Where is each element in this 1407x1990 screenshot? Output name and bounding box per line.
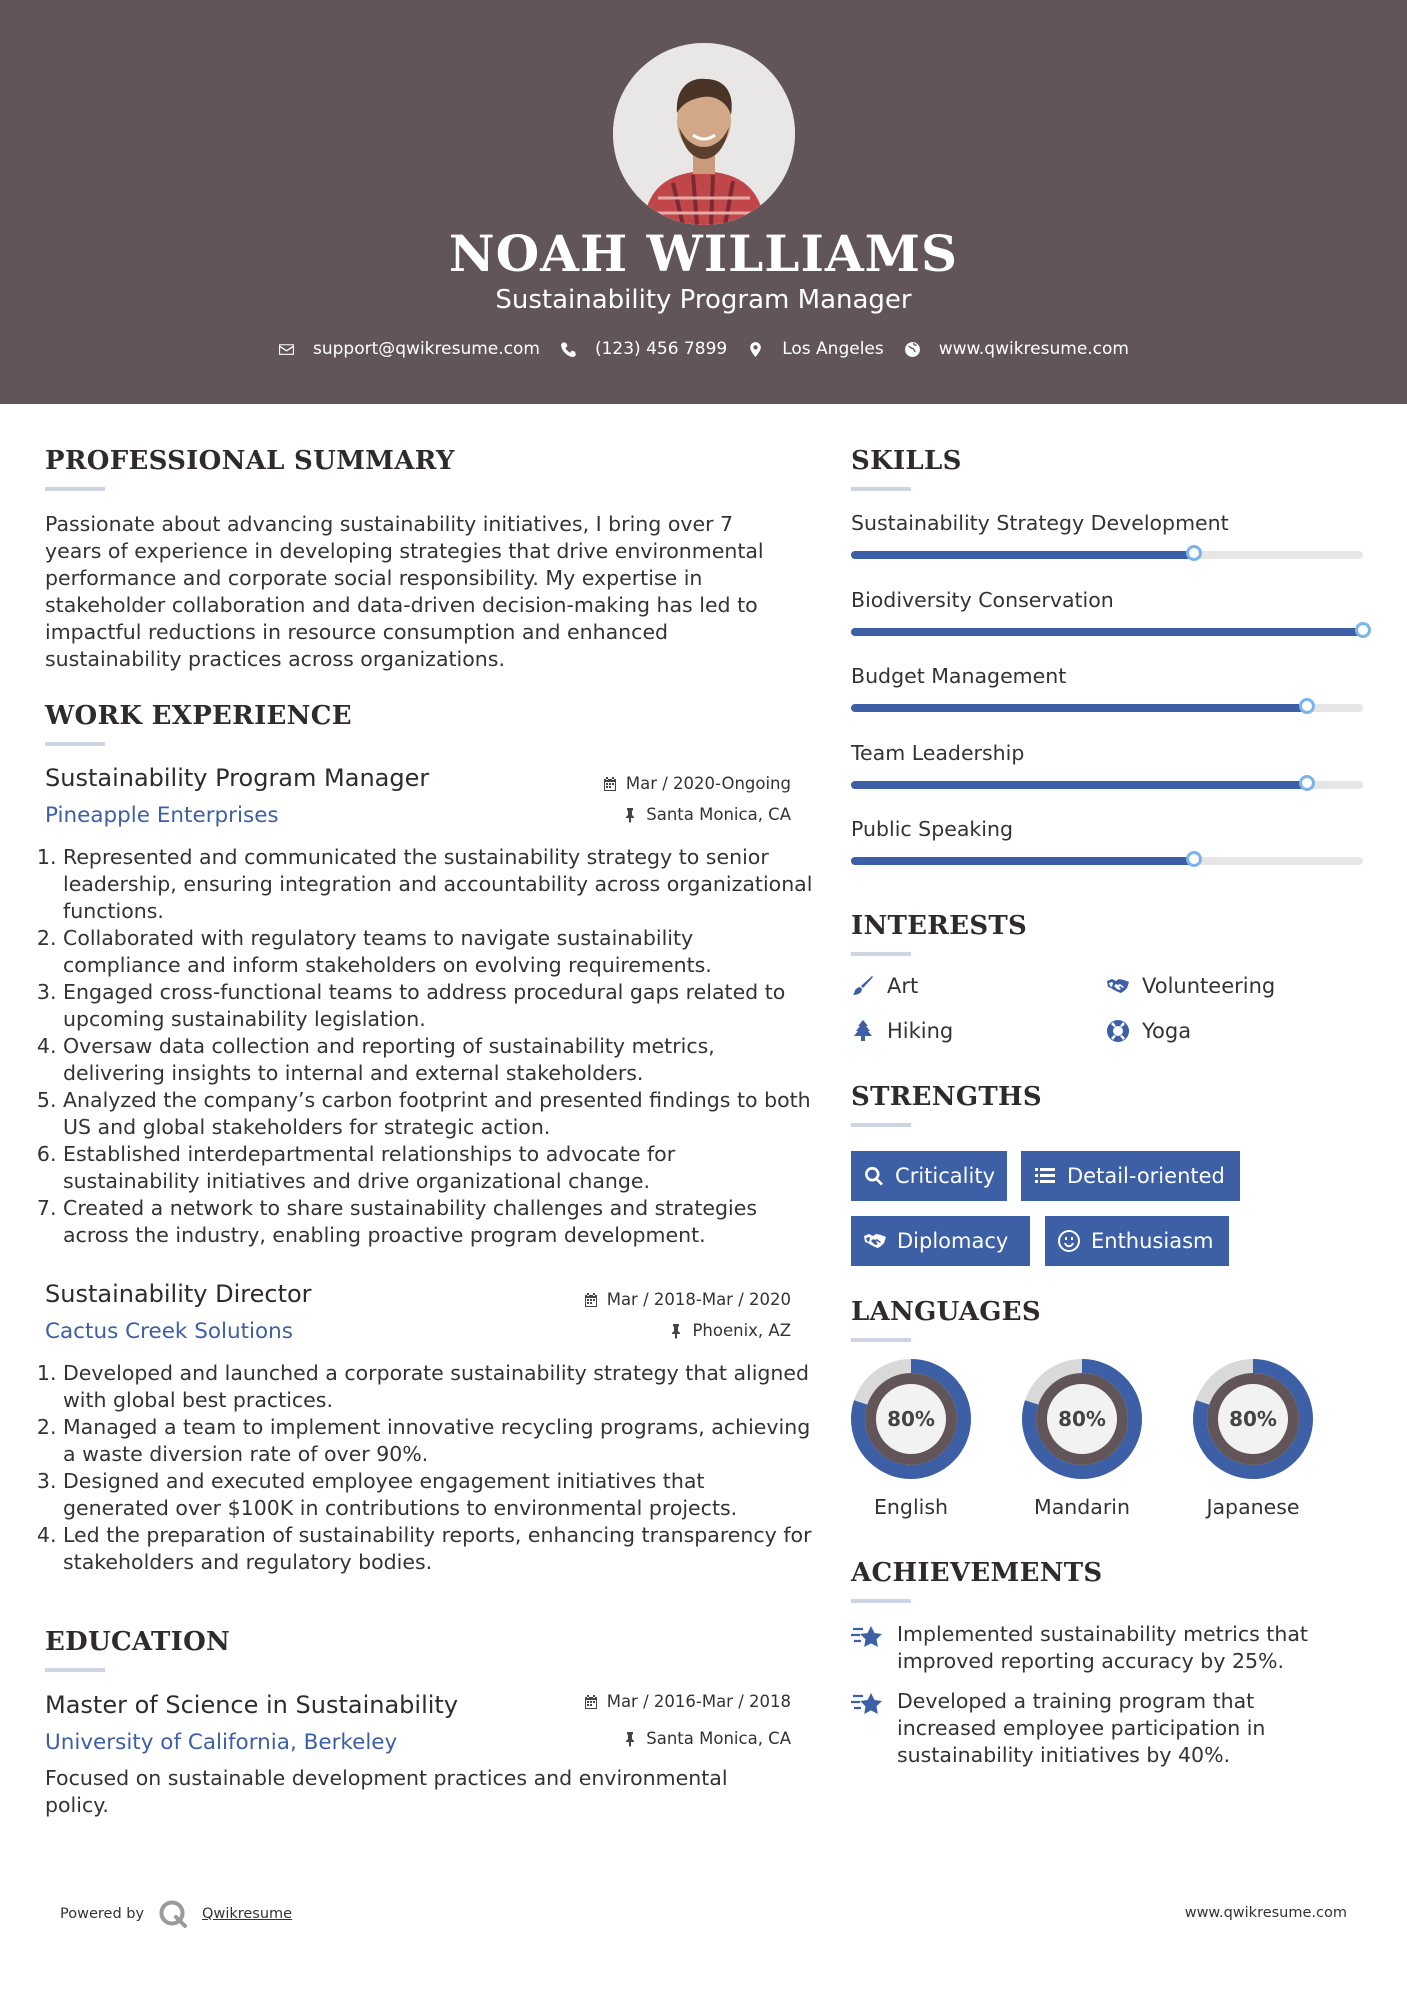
skills-heading: SKILLS [851,446,962,476]
globe-icon [904,341,921,358]
website-text: www.qwikresume.com [938,339,1129,359]
summary-rule [45,487,105,491]
strength-label: Enthusiasm [1091,1229,1214,1253]
education-dates [583,1692,791,1711]
skill-level-knob [1299,698,1315,714]
calendar-icon [583,1694,599,1710]
interest-label: Hiking [887,1019,954,1043]
interest-yoga [1106,1019,1191,1043]
skills-rule [851,487,911,491]
job-dates [602,774,791,793]
education-description: Focused on sustainable development practices and environmental policy. [45,1766,728,1817]
email-text: support@qwikresume.com [313,339,540,359]
skill-bar-track [851,781,1363,789]
skill-level-knob [1299,775,1315,791]
language-ring [1021,1358,1143,1480]
achievements-rule [851,1599,911,1603]
education-dates-text: Mar / 2016-Mar / 2018 [606,1692,791,1711]
achievement-text: Developed a training program that increased employee participation in sustainability initiatives by 40%. [897,1689,1266,1767]
skill-bar-track [851,628,1363,636]
strength-label: Diplomacy [897,1229,1009,1253]
job-title: Sustainability Director [45,1280,312,1308]
interest-label: Art [887,974,919,998]
contact-email[interactable] [278,339,540,359]
language-percent: 80% [1058,1407,1106,1431]
skill-bar-fill [851,704,1307,712]
interests-heading: INTERESTS [851,911,1028,941]
achievement-text: Implemented sustainability metrics that improved reporting accuracy by 25%. [897,1622,1308,1673]
smile-icon [1057,1229,1081,1253]
skill-bar-track [851,551,1363,559]
contact-phone[interactable] [560,339,727,359]
interest-art [851,974,918,998]
languages-rule [851,1338,911,1342]
list-item: 2. Collaborated with regulatory teams to navigate sustainability compliance and inform stakeholders on evolving requirements. [63,925,813,979]
degree-title: Master of Science in Sustainability [45,1691,459,1719]
education-rule [45,1668,105,1672]
summary-text: Passionate about advancing sustainability initiatives, I bring over 7 years of experience in developing strategies that drive environmental performance and corporate social responsibility. My expertise in stakeholder collaboration and data-driven decision-making has led to impactful reductions in resource consumption and enhanced sustainability practices across organizations. [45,512,764,671]
job-company: Cactus Creek Solutions [45,1319,294,1344]
job-title: Sustainability Program Manager [45,764,430,792]
contact-location [747,339,884,359]
search-icon [863,1164,885,1188]
skill-bar-track [851,857,1363,865]
map-pin-icon [747,341,764,358]
paintbrush-icon [851,974,875,998]
tree-icon [851,1019,875,1043]
skill-bar-fill [851,781,1307,789]
list-item: 4. Led the preparation of sustainability reports, enhancing transparency for stakeholders and regulatory bodies. [63,1522,813,1576]
candidate-role: Sustainability Program Manager [495,285,912,315]
lifering-icon [1106,1019,1130,1043]
achievement-item [851,1621,1351,1675]
skill-label: Public Speaking [851,817,1013,841]
language-name: Japanese [1206,1495,1300,1519]
contact-bar [0,336,1407,362]
footer-powered-by [60,1899,292,1929]
job-location-text: Santa Monica, CA [646,805,791,824]
resume-header [0,0,1407,404]
experience-heading: WORK EXPERIENCE [45,701,352,731]
list-item: 4. Oversaw data collection and reporting of sustainability metrics, delivering insights to internal and external stakeholders. [63,1033,813,1087]
education-location-text: Santa Monica, CA [646,1729,791,1748]
list-item: 5. Analyzed the company’s carbon footprint and presented findings to both US and global stakeholders for strategic action. [63,1087,813,1141]
candidate-name: NOAH WILLIAMS [448,224,959,283]
contact-website[interactable] [904,339,1129,359]
job-responsibilities [45,844,813,1249]
powered-by-text: Powered by [60,1906,145,1922]
job-location [668,1321,791,1340]
job-location [622,805,791,824]
star-badge-icon [851,1623,883,1653]
list-item: 1. Developed and launched a corporate sustainability strategy that aligned with global best practices. [63,1360,813,1414]
footer-website[interactable]: www.qwikresume.com [1184,1905,1347,1921]
strength-badge-detail-oriented [1021,1151,1240,1201]
strength-badge-diplomacy [851,1216,1030,1266]
education-heading: EDUCATION [45,1627,231,1657]
job-dates-text: Mar / 2018-Mar / 2020 [606,1290,791,1309]
list-item: 7. Created a network to share sustainability challenges and strategies across the industry, enabling proactive program development. [63,1195,813,1249]
skill-label: Sustainability Strategy Development [851,511,1229,535]
languages-heading: LANGUAGES [851,1297,1041,1327]
strength-badge-criticality [851,1151,1007,1201]
skill-label: Budget Management [851,664,1067,688]
language-ring [1192,1358,1314,1480]
strength-label: Detail-oriented [1067,1164,1225,1188]
list-item: 2. Managed a team to implement innovative recycling programs, achieving a waste diversion rate of over 90%. [63,1414,813,1468]
calendar-icon [583,1292,599,1308]
job-location-text: Phoenix, AZ [692,1321,791,1340]
list-item: 3. Engaged cross-functional teams to address procedural gaps related to upcoming sustainability legislation. [63,979,813,1033]
achievement-item [851,1688,1351,1769]
list-icon [1033,1164,1057,1188]
strengths-rule [851,1123,911,1127]
interest-volunteering [1106,974,1275,998]
language-percent: 80% [1229,1407,1277,1431]
skill-level-knob [1186,545,1202,561]
job-dates-text: Mar / 2020-Ongoing [625,774,791,793]
skill-level-knob [1355,622,1371,638]
school-name: University of California, Berkeley [45,1730,398,1755]
language-name: English [873,1495,949,1519]
pushpin-icon [668,1323,684,1339]
list-item: 6. Established interdepartmental relationships to advocate for sustainability initiatives and drive organizational change. [63,1141,813,1195]
job-dates [583,1290,791,1309]
interest-label: Yoga [1142,1019,1192,1043]
qwikresume-logo-icon [158,1899,188,1929]
strength-badge-enthusiasm [1045,1216,1229,1266]
language-ring [850,1358,972,1480]
person-photo-icon [613,43,795,225]
interest-label: Volunteering [1142,974,1276,998]
achievements-heading: ACHIEVEMENTS [851,1558,1103,1588]
skill-bar-fill [851,551,1194,559]
handshake-icon [863,1229,887,1253]
strength-label: Criticality [895,1164,995,1188]
envelope-icon [278,341,295,358]
experience-rule [45,742,105,746]
skill-label: Team Leadership [851,740,1025,765]
pushpin-icon [622,1731,638,1747]
phone-text: (123) 456 7899 [594,339,728,359]
skill-bar-fill [851,628,1363,636]
star-badge-icon [851,1690,883,1720]
list-item: 3. Designed and executed employee engagement initiatives that generated over $100K in contributions to environmental projects. [63,1468,813,1522]
skill-bar-track [851,704,1363,712]
calendar-icon [602,776,618,792]
handshake-icon [1106,974,1130,998]
skill-bar-fill [851,857,1194,865]
strengths-heading: STRENGTHS [851,1082,1042,1112]
skill-level-knob [1186,851,1202,867]
summary-heading: PROFESSIONAL SUMMARY [45,446,455,476]
education-location [622,1729,791,1748]
skill-label: Biodiversity Conservation [851,587,1114,612]
qwikresume-link[interactable]: Qwikresume [202,1906,293,1922]
interest-hiking [851,1019,953,1043]
list-item: 1. Represented and communicated the sustainability strategy to senior leadership, ensuring integration and accountability across organizational functions. [63,844,813,925]
phone-icon [560,341,577,358]
interests-rule [851,952,911,956]
profile-photo [613,43,795,225]
language-name: Mandarin [1034,1495,1130,1519]
job-company: Pineapple Enterprises [45,803,279,828]
pushpin-icon [622,807,638,823]
job-responsibilities [45,1360,813,1576]
location-text: Los Angeles [782,339,884,359]
language-percent: 80% [887,1407,935,1431]
